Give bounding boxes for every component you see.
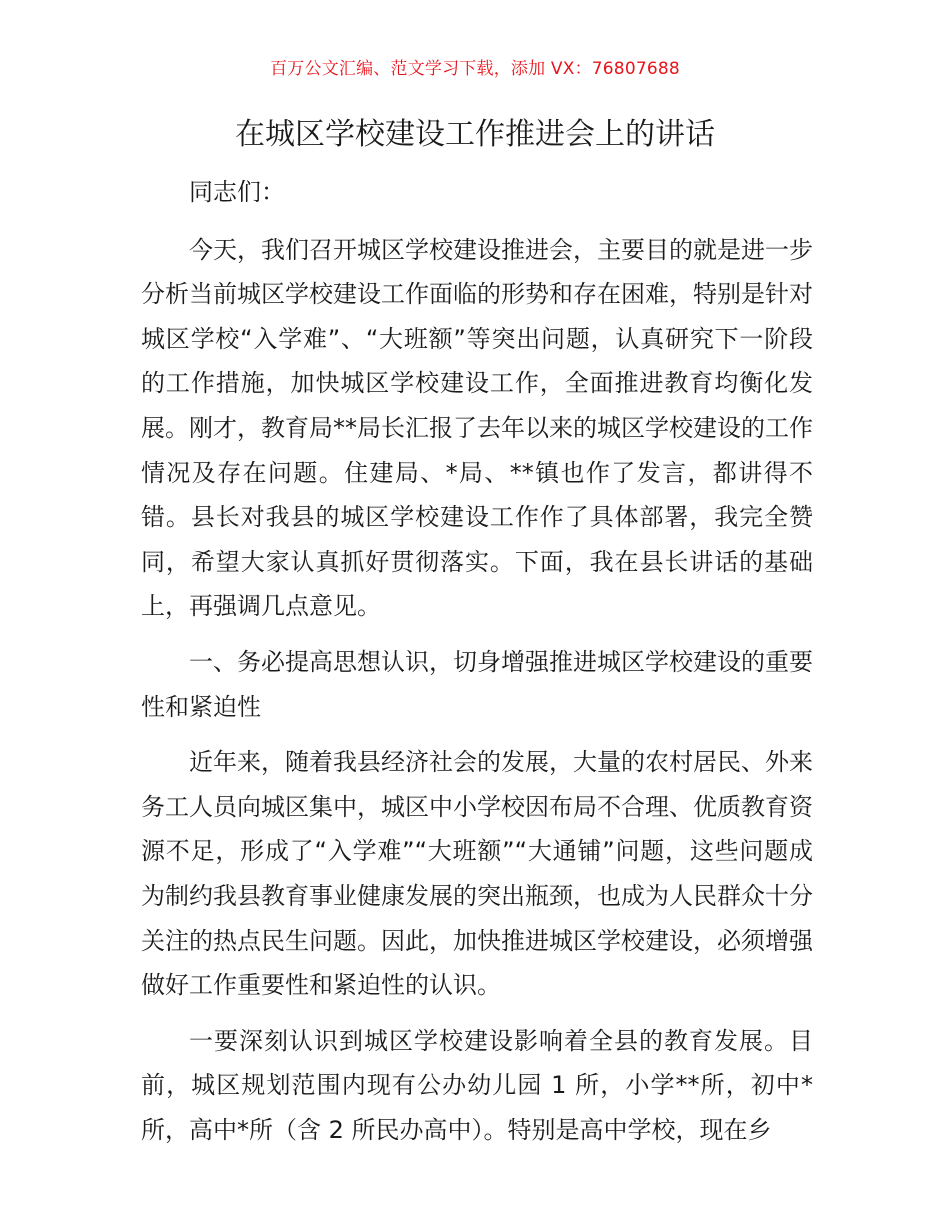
paragraph-intro: 今天，我们召开城区学校建设推进会，主要目的就是进一步分析当前城区学校建设工作面临的形势和存在困难，特别是针对城区学校“入学难”、“大班额”等突出问题，认真研究下一阶段的工作措施，加快城区学校建设工作，全面推进教育均衡化发展。刚才，教育局**局长汇报了去年以来的城区学校建设的工作情况及存在问题。住建局、*局、**镇也作了发言，都讲得不错。县长对我县的城区学校建设工作作了具体部署，我完全赞同，希望大家认真抓好贯彻落实。下面，我在县长讲话的基础上，再强调几点意见。 [141,235,813,621]
salutation: 同志们： [189,178,285,206]
header-banner: 百万公文汇编、范文学习下载，添加 VX：76807688 [270,59,680,79]
document-body [141,170,813,1163]
document-title: 在城区学校建设工作推进会上的讲话 [235,117,715,152]
paragraph-point-1: 一要深刻认识到城区学校建设影响着全县的教育发展。目前，城区规划范围内现有公办幼儿园 1 所，小学**所，初中*所，高中*所（含 2 所民办高中）。特别是高中学校，现在乡 [141,1026,813,1144]
section-heading-1: 一、务必提高思想认识，切身增强推进城区学校建设的重要性和紧迫性 [141,647,813,721]
paragraph-background: 近年来，随着我县经济社会的发展，大量的农村居民、外来务工人员向城区集中，城区中小学校因布局不合理、优质教育资源不足，形成了“入学难”“大班额”“大通铺”问题，这些问题成为制约我县教育事业健康发展的突出瓶颈，也成为人民群众十分关注的热点民生问题。因此，加快推进城区学校建设，必须增强做好工作重要性和紧迫性的认识。 [141,748,813,1000]
